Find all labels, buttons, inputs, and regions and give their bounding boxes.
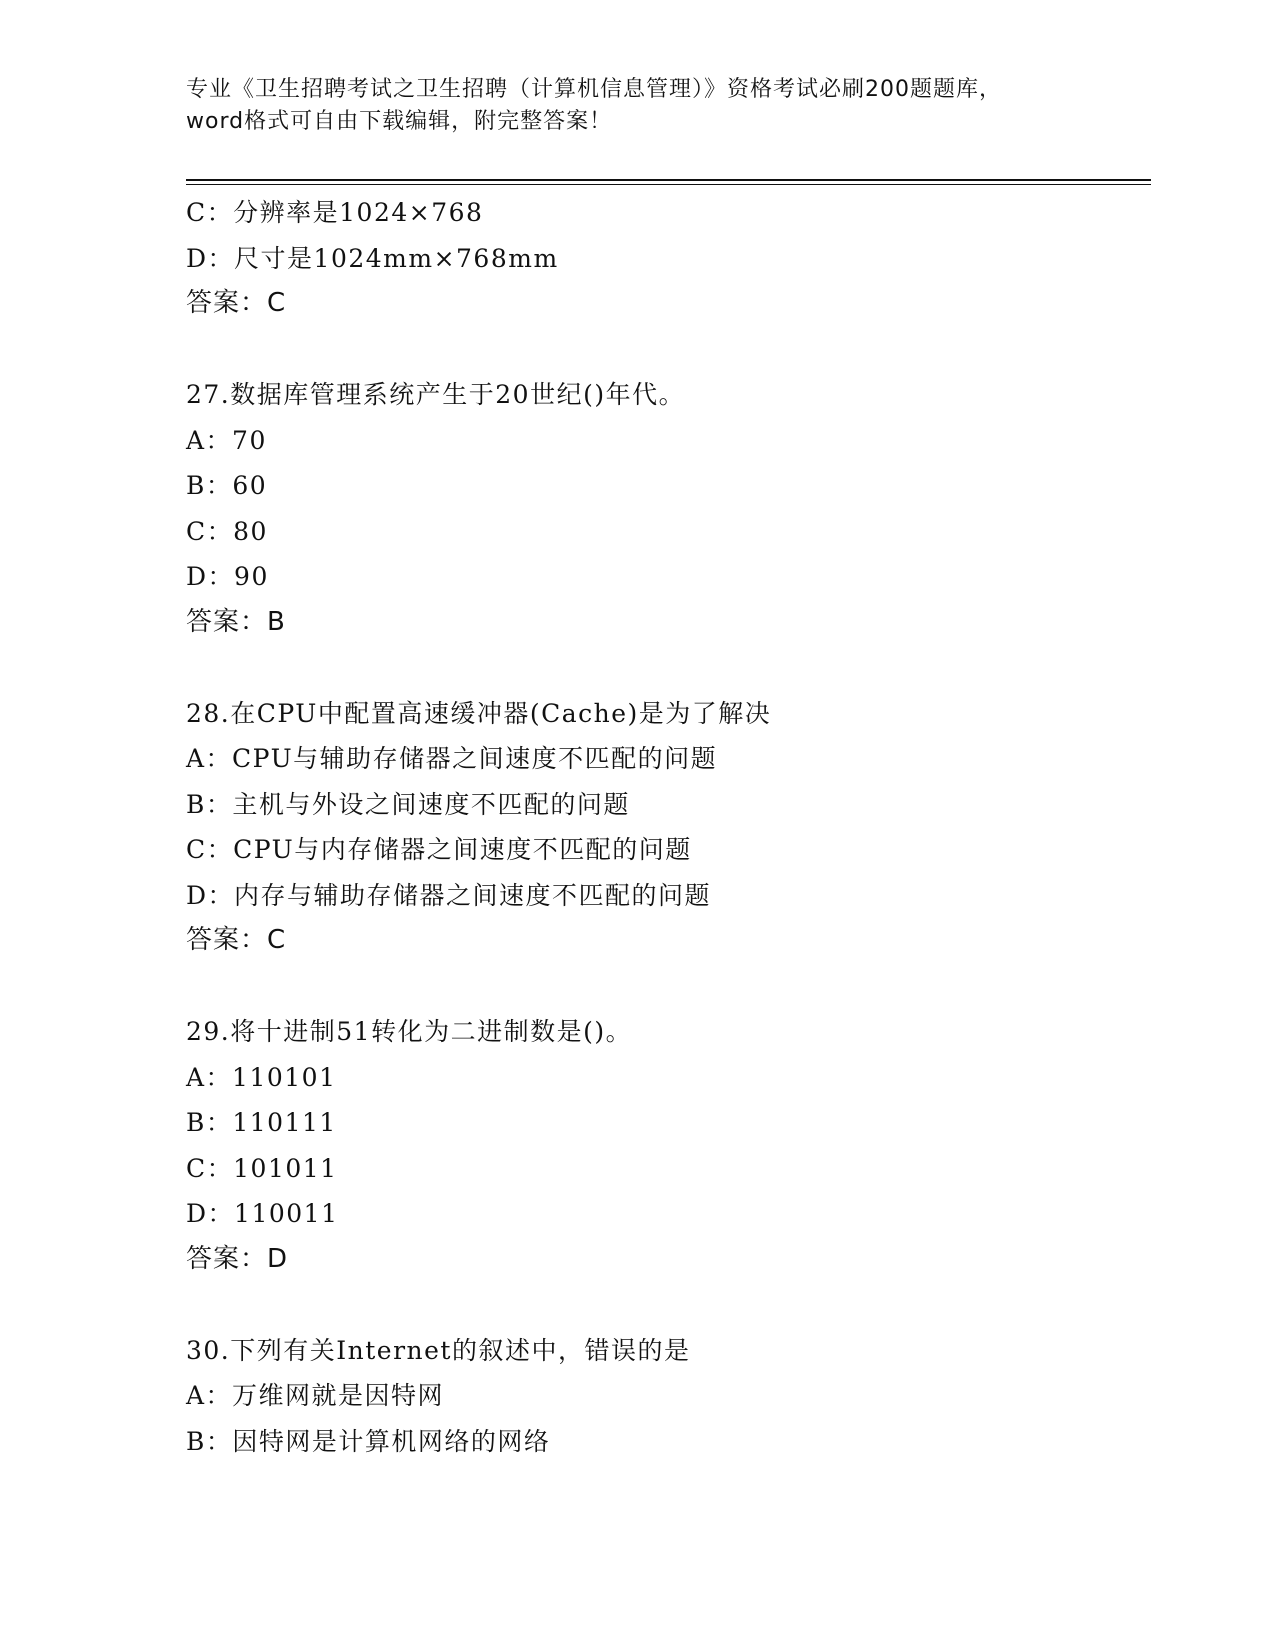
- q27-option-b: B：60: [186, 471, 268, 500]
- q26-answer: 答案：C: [186, 288, 287, 318]
- q28-option-c: C：CPU与内存储器之间速度不匹配的问题: [186, 835, 692, 864]
- document-header: [186, 74, 1086, 138]
- question-spacer: [186, 645, 1146, 691]
- q29-option-b: B：110111: [186, 1108, 337, 1137]
- question-spacer: [186, 964, 1146, 1010]
- q27-answer: 答案：B: [186, 606, 286, 637]
- q28-answer: 答案：C: [186, 925, 287, 955]
- q29-option-a: A：110101: [186, 1062, 337, 1092]
- q28-option-d: D：内存与辅助存储器之间速度不匹配的问题: [186, 880, 712, 910]
- q29-option-c: C：101011: [186, 1153, 338, 1183]
- q27-option-d: D：90: [186, 562, 269, 591]
- q28-question: 28.在CPU中配置高速缓冲器(Cache)是为了解决: [186, 698, 772, 728]
- question-list: [186, 190, 1146, 1464]
- header-title-line-1: 专业《卫生招聘考试之卫生招聘（计算机信息管理）》资格考试必刷200题题库，: [186, 77, 1002, 102]
- q29-option-d: D：110011: [186, 1199, 339, 1228]
- q30-option-b: B：因特网是计算机网络的网络: [186, 1426, 551, 1456]
- q26-option-d: D：尺寸是1024mm×768mm: [186, 243, 559, 273]
- q30-question: 30.下列有关Internet的叙述中，错误的是: [186, 1335, 691, 1365]
- q28-option-b: B：主机与外设之间速度不匹配的问题: [186, 789, 630, 819]
- q27-option-c: C：80: [186, 516, 268, 546]
- q30-option-a: A：万维网就是因特网: [186, 1381, 445, 1410]
- q29-answer: 答案：D: [186, 1243, 289, 1274]
- question-spacer: [186, 1282, 1146, 1328]
- header-title-line-2: word格式可自由下载编辑，附完整答案！: [186, 109, 613, 134]
- question-spacer: [186, 327, 1146, 373]
- header-divider-thin: [186, 184, 1151, 185]
- q29-question: 29.将十进制51转化为二进制数是()。: [186, 1017, 633, 1046]
- header-divider-thick: [186, 179, 1151, 181]
- q27-question: 27.数据库管理系统产生于20世纪()年代。: [186, 380, 686, 409]
- q28-option-a: A：CPU与辅助存储器之间速度不匹配的问题: [186, 744, 718, 773]
- q26-option-c: C：分辨率是1024×768: [186, 198, 484, 227]
- q27-option-a: A：70: [186, 425, 267, 455]
